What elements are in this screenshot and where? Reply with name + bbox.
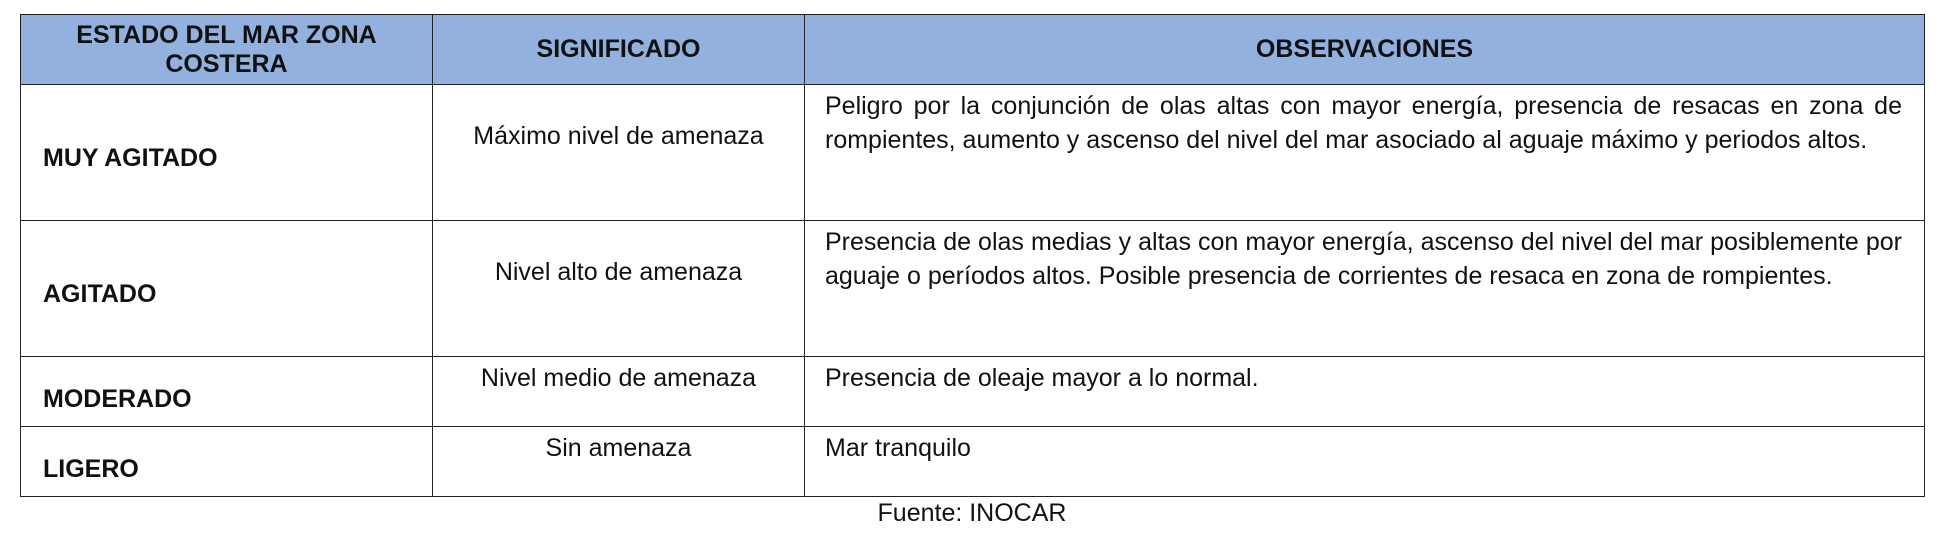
table-header (21, 15, 1925, 85)
header-significado: SIGNIFICADO (433, 15, 805, 85)
cell-significado: Nivel medio de amenaza (433, 357, 805, 427)
cell-observaciones: Presencia de olas medias y altas con mayor energía, ascenso del nivel del mar posiblemente por aguaje o períodos altos. Posible presencia de corrientes de resaca en zona de rompientes. (805, 221, 1925, 357)
table-row (21, 221, 1925, 357)
cell-observaciones: Peligro por la conjunción de olas altas con mayor energía, presencia de resacas en zona de rompientes, aumento y ascenso del nivel del mar asociado al aguaje máximo y periodos altos. (805, 85, 1925, 221)
header-observaciones: OBSERVACIONES (805, 15, 1925, 85)
table-row (21, 357, 1925, 427)
source-caption: Fuente: INOCAR (877, 499, 1067, 527)
table-row (21, 427, 1925, 497)
header-estado: ESTADO DEL MAR ZONA COSTERA (21, 15, 433, 85)
cell-significado: Nivel alto de amenaza (433, 221, 805, 357)
cell-significado: Sin amenaza (433, 427, 805, 497)
table-body (21, 85, 1925, 497)
sea-state-table (20, 14, 1925, 497)
header-row (21, 15, 1925, 85)
cell-estado: LIGERO (21, 427, 433, 497)
cell-estado: MODERADO (21, 357, 433, 427)
cell-significado: Máximo nivel de amenaza (433, 85, 805, 221)
cell-observaciones: Mar tranquilo (805, 427, 1925, 497)
sea-state-table-container (20, 14, 1924, 497)
table-row (21, 85, 1925, 221)
cell-estado: MUY AGITADO (21, 85, 433, 221)
cell-estado: AGITADO (21, 221, 433, 357)
cell-observaciones: Presencia de oleaje mayor a lo normal. (805, 357, 1925, 427)
